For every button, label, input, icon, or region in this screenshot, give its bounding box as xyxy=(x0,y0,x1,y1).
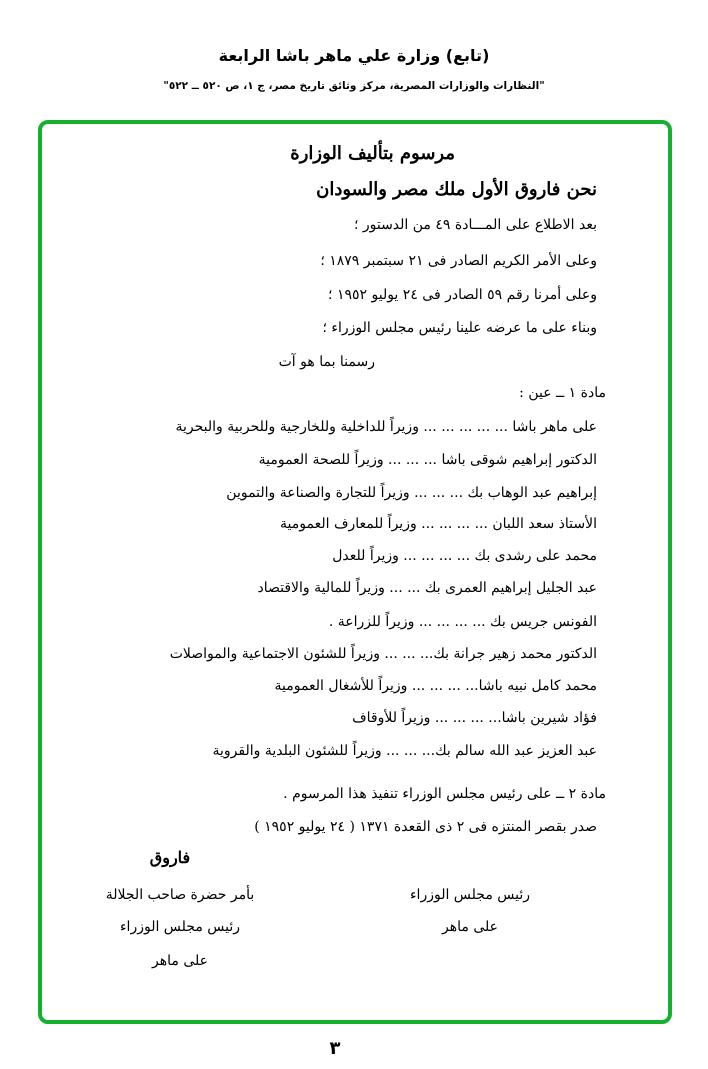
right-signature-name: على ماهر xyxy=(442,919,498,935)
minister-line: محمد كامل نبيه باشا... ... ... ... وزيراً للأشغال العمومية xyxy=(274,678,597,694)
page-number: ٣ xyxy=(329,1038,341,1059)
minister-line: عبد العزيز عبد الله سالم بك... ... ... وزيراً للشئون البلدية والقروية xyxy=(212,743,597,759)
minister-line: عبد الجليل إبراهيم العمرى بك ... ... وزيراً للمالية والاقتصاد xyxy=(257,580,597,596)
right-signature-title: رئيس مجلس الوزراء xyxy=(409,887,531,903)
king-signature: فاروق xyxy=(149,848,191,867)
preamble-line: وعلى الأمر الكريم الصادر فى ٢١ سبتمبر ١٨٧٩ ؛ xyxy=(320,253,597,269)
minister-line: محمد على رشدى بك ... ... ... ... وزيراً للعدل xyxy=(332,548,597,564)
minister-line: الدكتور محمد زهير جرانة بك... ... ... وزيراً للشئون الاجتماعية والمواصلات xyxy=(169,646,597,662)
minister-line: الأستاذ سعد اللبان ... ... ... ... وزيراً للمعارف العمومية xyxy=(280,516,597,532)
source-citation: "النظارات والوزارات المصرية، مركز وثائق تاريخ مصر، ج ١، ص ٥٢٠ ــ ٥٢٢" xyxy=(163,80,545,92)
preamble-line: بعد الاطلاع على المـــادة ٤٩ من الدستور ؛ xyxy=(353,217,597,233)
minister-line: الدكتور إبراهيم شوقى باشا ... ... ... وزيراً للصحة العمومية xyxy=(258,452,597,468)
left-signature-title: رئيس مجلس الوزراء xyxy=(119,919,241,935)
page-title: (تابع) وزارة علي ماهر باشا الرابعة xyxy=(218,46,490,65)
minister-line: فؤاد شيرين باشا... ... ... ... وزيراً للأوقاف xyxy=(352,710,597,726)
article-1: مادة ١ ــ عين : xyxy=(519,385,606,401)
left-signature-name: على ماهر xyxy=(152,953,208,969)
king-declaration: نحن فاروق الأول ملك مصر والسودان xyxy=(316,179,597,200)
minister-line: الفونس جريس بك ... ... ... ... وزيراً للزراعة . xyxy=(328,614,597,630)
decreed-line: رسمنا بما هو آت xyxy=(278,354,375,370)
preamble-line: وعلى أمرنا رقم ٥٩ الصادر فى ٢٤ يوليو ١٩٥٢ ؛ xyxy=(328,287,597,303)
issued-line: صدر بقصر المنتزه فى ٢ ذى القعدة ١٣٧١ ( ٢٤ يوليو ١٩٥٢ ) xyxy=(254,819,597,835)
minister-line: على ماهر باشا ... ... ... ... ... وزيراً للداخلية وللخارجية وللحربية والبحرية xyxy=(175,419,597,435)
decree-heading: مرسوم بتأليف الوزارة xyxy=(290,143,455,164)
preamble-line: وبناء على ما عرضه علينا رئيس مجلس الوزراء ؛ xyxy=(322,320,597,336)
article-2: مادة ٢ ــ على رئيس مجلس الوزراء تنفيذ هذا المرسوم . xyxy=(283,786,606,802)
minister-line: إبراهيم عبد الوهاب بك ... ... ... وزيراً للتجارة والصناعة والتموين xyxy=(226,485,597,501)
left-signature-order: بأمر حضرة صاحب الجلالة xyxy=(105,887,255,903)
